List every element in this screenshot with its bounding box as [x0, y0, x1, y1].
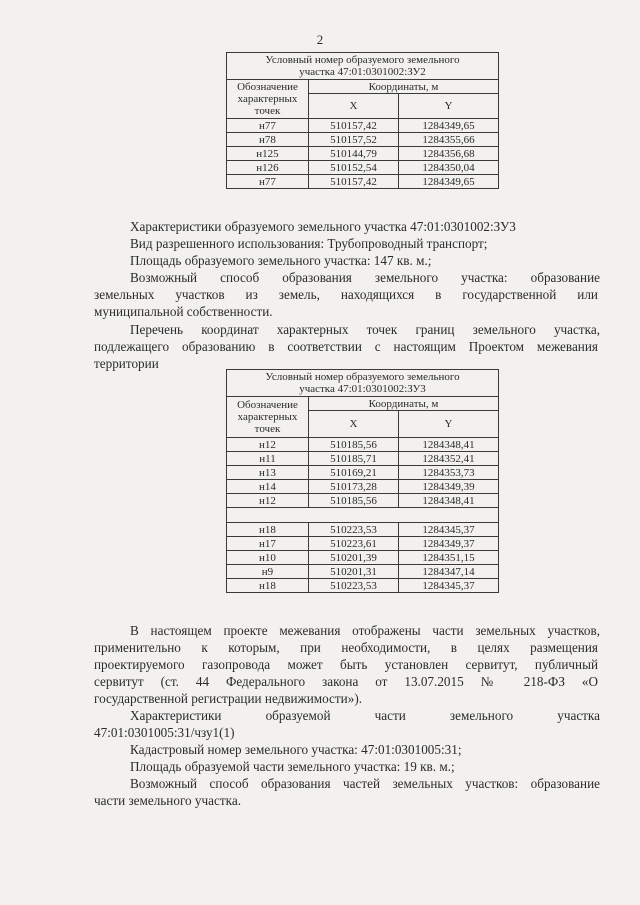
x-value: 510223,53: [309, 523, 399, 537]
area-text: Площадь образуемого земельного участка: 147 кв. м.;: [130, 253, 432, 268]
x-value: 510157,52: [309, 133, 399, 147]
y-value: 1284349,39: [399, 480, 499, 494]
x-value: 510185,56: [309, 494, 399, 508]
use-type-text: Вид разрешенного использования: Трубопроводный транспорт;: [130, 236, 488, 251]
table-row: [227, 494, 499, 508]
point-label: н9: [227, 565, 309, 579]
x-value: 510157,42: [309, 119, 399, 133]
column-header-x: X: [309, 94, 399, 119]
table-row: [227, 579, 499, 593]
column-header-y: Y: [399, 411, 499, 438]
x-value: 510152,54: [309, 161, 399, 175]
x-value: 510157,42: [309, 175, 399, 189]
y-value: 1284353,73: [399, 466, 499, 480]
y-value: 1284347,14: [399, 565, 499, 579]
column-header-point: Обозначение характерных точек: [227, 80, 309, 119]
point-label: н77: [227, 119, 309, 133]
table-title: Условный номер образуемого земельного участка 47:01:0301002:ЗУ2: [227, 53, 499, 80]
table-row: [227, 523, 499, 537]
table-row: [227, 466, 499, 480]
point-label: н12: [227, 494, 309, 508]
x-value: 510144,79: [309, 147, 399, 161]
servitude-line: государственной регистрации недвижимости»).: [94, 691, 363, 706]
y-value: 1284352,41: [399, 452, 499, 466]
y-value: 1284350,04: [399, 161, 499, 175]
formation-method-line: земельных участков из земель, находящихся в государственной или: [94, 287, 598, 302]
x-value: 510185,56: [309, 438, 399, 452]
servitude-line: применительно к которым, при необходимости, в целях размещения: [94, 640, 598, 655]
column-header-point: Обозначение характерных точек: [227, 397, 309, 438]
point-label: н18: [227, 579, 309, 593]
table-row: [227, 537, 499, 551]
coordinates-table-zu2: [226, 52, 499, 189]
table-row: [227, 480, 499, 494]
coordinates-list-line: территории: [94, 356, 159, 371]
table-row: [227, 133, 499, 147]
y-value: 1284349,65: [399, 175, 499, 189]
servitude-line: проектируемого газопровода может быть установлен сервитут, публичный: [94, 657, 598, 672]
column-header-y: Y: [399, 94, 499, 119]
part-heading-line: Характеристики образуемой части земельного участка: [130, 708, 600, 723]
part-method-line: части земельного участка.: [94, 793, 241, 808]
column-header-coordinates: Координаты, м: [309, 80, 499, 94]
coordinates-list-line: подлежащего образованию в соответствии с настоящим Проектом межевания: [94, 339, 598, 354]
coordinates-list-line: Перечень координат характерных точек границ земельного участка,: [130, 322, 600, 337]
column-header-coordinates: Координаты, м: [309, 397, 499, 411]
cadastral-number-text: Кадастровый номер земельного участка: 47:01:0301005:31;: [130, 742, 462, 757]
x-value: 510223,61: [309, 537, 399, 551]
point-label: н14: [227, 480, 309, 494]
table-row: [227, 161, 499, 175]
y-value: 1284345,37: [399, 579, 499, 593]
y-value: 1284345,37: [399, 523, 499, 537]
point-label: н11: [227, 452, 309, 466]
x-value: 510169,21: [309, 466, 399, 480]
x-value: 510185,71: [309, 452, 399, 466]
table-row: [227, 119, 499, 133]
x-value: 510223,53: [309, 579, 399, 593]
x-value: 510173,28: [309, 480, 399, 494]
group-separator-row: [227, 508, 499, 523]
table-row: [227, 565, 499, 579]
page-number: 2: [316, 32, 324, 47]
table-title: Условный номер образуемого земельного участка 47:01:0301002:ЗУ3: [227, 370, 499, 397]
table-row: [227, 452, 499, 466]
y-value: 1284348,41: [399, 438, 499, 452]
y-value: 1284349,37: [399, 537, 499, 551]
section-heading-zu3: Характеристики образуемого земельного участка 47:01:0301002:ЗУ3: [130, 219, 516, 234]
point-label: н17: [227, 537, 309, 551]
part-area-text: Площадь образуемой части земельного участка: 19 кв. м.;: [130, 759, 455, 774]
y-value: 1284355,66: [399, 133, 499, 147]
coordinates-table-zu3: [226, 369, 499, 593]
point-label: н125: [227, 147, 309, 161]
point-label: н77: [227, 175, 309, 189]
y-value: 1284348,41: [399, 494, 499, 508]
empty-cell: [227, 508, 499, 523]
column-header-x: X: [309, 411, 399, 438]
point-label: н126: [227, 161, 309, 175]
part-method-line: Возможный способ образования частей земельных участков: образование: [130, 776, 600, 791]
point-label: н10: [227, 551, 309, 565]
table-row: [227, 147, 499, 161]
y-value: 1284351,15: [399, 551, 499, 565]
point-label: н12: [227, 438, 309, 452]
part-heading-line: 47:01:0301005:31/чзу1(1): [94, 725, 235, 740]
formation-method-line: муниципальной собственности.: [94, 304, 273, 319]
table-row: [227, 551, 499, 565]
point-label: н18: [227, 523, 309, 537]
table-row: [227, 175, 499, 189]
y-value: 1284349,65: [399, 119, 499, 133]
table-row: [227, 438, 499, 452]
x-value: 510201,39: [309, 551, 399, 565]
servitude-line: В настоящем проекте межевания отображены части земельных участков,: [130, 623, 600, 638]
point-label: н78: [227, 133, 309, 147]
y-value: 1284356,68: [399, 147, 499, 161]
x-value: 510201,31: [309, 565, 399, 579]
point-label: н13: [227, 466, 309, 480]
servitude-line: сервитут (ст. 44 Федерального закона от 13.07.2015 № 218-ФЗ «О: [94, 674, 598, 689]
formation-method-line: Возможный способ образования земельного участка: образование: [130, 270, 600, 285]
